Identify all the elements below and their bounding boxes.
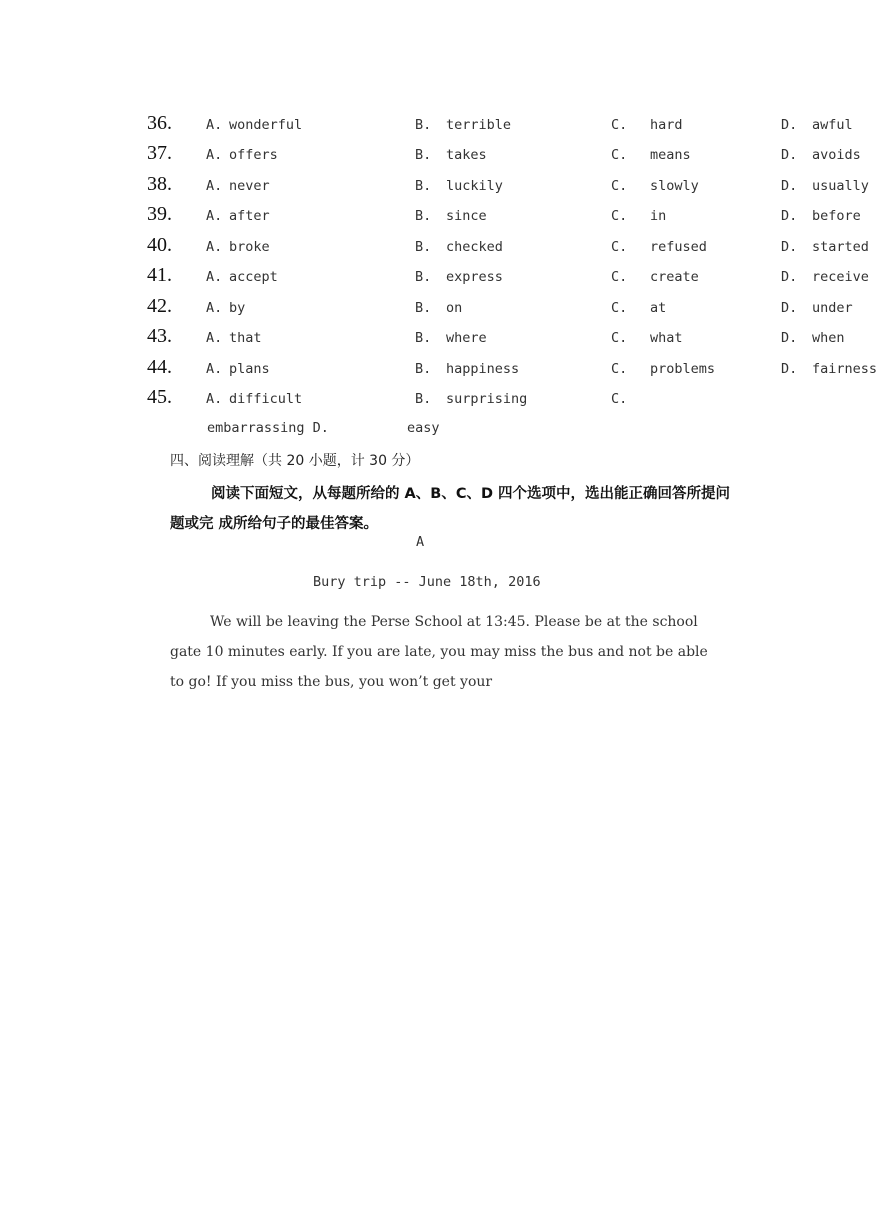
- instruction-line-1: 阅读下面短文，从每题所给的 A、B、C、D 四个选项中，选出能正确回答所提问: [211, 486, 731, 502]
- option-b-text: terrible: [446, 117, 512, 133]
- question-number: 37.: [147, 142, 172, 164]
- option-d-text: fairness: [812, 361, 877, 377]
- option-c-text: slowly: [650, 178, 699, 194]
- option-c-label: C.: [611, 208, 628, 224]
- option-d-label: D.: [781, 147, 798, 163]
- option-c-label: C.: [611, 147, 628, 163]
- option-b-label: B.: [415, 208, 432, 224]
- option-d-label: D.: [781, 361, 798, 377]
- option-a-label: A.: [206, 391, 223, 407]
- option-b-text: express: [446, 269, 503, 285]
- option-b-label: B.: [415, 117, 432, 133]
- option-a-label: A.: [206, 361, 223, 377]
- option-d-label: D.: [781, 178, 798, 194]
- option-d-label: D.: [781, 269, 798, 285]
- option-a-text: difficult: [229, 391, 303, 407]
- question-number: 40.: [147, 234, 172, 256]
- option-b-text: luckily: [446, 178, 503, 194]
- question-row: [0, 264, 869, 289]
- option-d-text: under: [812, 300, 853, 316]
- q45-wrap-left: embarrassing D.: [207, 420, 329, 436]
- option-b-text: checked: [446, 239, 503, 255]
- option-d-label: D.: [781, 117, 798, 133]
- option-b-text: since: [446, 208, 487, 224]
- option-a-label: A.: [206, 178, 223, 194]
- option-b-text: takes: [446, 147, 487, 163]
- option-a-label: A.: [206, 300, 223, 316]
- option-b-text: on: [446, 300, 463, 316]
- option-d-text: usually: [812, 178, 869, 194]
- option-d-text: before: [812, 208, 861, 224]
- question-number: 42.: [147, 295, 172, 317]
- option-a-label: A.: [206, 330, 223, 346]
- question-number: 43.: [147, 325, 172, 347]
- question-number: 44.: [147, 356, 172, 378]
- option-c-text: in: [650, 208, 667, 224]
- option-a-text: by: [229, 300, 246, 316]
- option-b-text: happiness: [446, 361, 520, 377]
- option-d-text: started: [812, 239, 869, 255]
- option-d-label: D.: [781, 208, 798, 224]
- option-b-label: B.: [415, 361, 432, 377]
- option-c-text: problems: [650, 361, 716, 377]
- option-b-label: B.: [415, 147, 432, 163]
- instruction-line-2: 题或完 成所给句子的最佳答案。: [170, 516, 379, 532]
- option-b-label: B.: [415, 330, 432, 346]
- question-number: 38.: [147, 173, 172, 195]
- passage-line: gate 10 minutes early. If you are late, you may miss the bus and not be able: [170, 644, 708, 660]
- option-a-text: after: [229, 208, 270, 224]
- option-c-label: C.: [611, 361, 628, 377]
- option-c-label: C.: [611, 239, 628, 255]
- option-d-text: awful: [812, 117, 853, 133]
- question-row: [0, 113, 865, 137]
- option-c-text: at: [650, 300, 667, 316]
- option-c-label: C.: [611, 391, 628, 407]
- question-row: [0, 204, 865, 228]
- option-a-label: A.: [206, 117, 223, 133]
- question-row: [0, 356, 877, 381]
- option-d-label: D.: [781, 300, 798, 316]
- option-a-text: offers: [229, 147, 278, 163]
- option-a-text: accept: [229, 269, 278, 285]
- q45-wrap-right: easy: [407, 420, 440, 436]
- question-number: 36.: [147, 112, 172, 134]
- question-number: 39.: [147, 203, 172, 225]
- option-b-label: B.: [415, 391, 432, 407]
- passage-title: Bury trip -- June 18th, 2016: [313, 574, 541, 590]
- option-b-label: B.: [415, 300, 432, 316]
- option-c-text: what: [650, 330, 683, 346]
- passage-label: A: [416, 534, 425, 550]
- option-c-text: means: [650, 147, 691, 163]
- question-row: [0, 326, 865, 350]
- question-row: [0, 173, 869, 198]
- question-row: [0, 234, 869, 259]
- option-a-text: never: [229, 178, 270, 194]
- option-d-text: receive: [812, 269, 869, 285]
- option-a-text: wonderful: [229, 117, 303, 133]
- option-c-text: hard: [650, 117, 683, 133]
- option-a-text: plans: [229, 361, 270, 377]
- option-a-label: A.: [206, 269, 223, 285]
- passage-line: We will be leaving the Perse School at 13:45. Please be at the school: [210, 614, 698, 630]
- question-row: [0, 296, 865, 320]
- option-c-label: C.: [611, 117, 628, 133]
- option-b-text: where: [446, 330, 487, 346]
- option-c-label: C.: [611, 178, 628, 194]
- question-row: [0, 143, 865, 167]
- option-b-label: B.: [415, 269, 432, 285]
- option-d-label: D.: [781, 239, 798, 255]
- option-c-label: C.: [611, 269, 628, 285]
- question-row: [0, 387, 865, 411]
- passage-line: to go! If you miss the bus, you won’t get your: [170, 674, 493, 690]
- option-a-label: A.: [206, 208, 223, 224]
- option-a-label: A.: [206, 147, 223, 163]
- question-number: 45.: [147, 386, 172, 408]
- option-d-label: D.: [781, 330, 798, 346]
- question-number: 41.: [147, 264, 172, 286]
- option-b-text: surprising: [446, 391, 528, 407]
- option-c-label: C.: [611, 330, 628, 346]
- option-a-label: A.: [206, 239, 223, 255]
- option-a-text: that: [229, 330, 262, 346]
- option-b-label: B.: [415, 178, 432, 194]
- option-c-text: create: [650, 269, 699, 285]
- option-d-text: avoids: [812, 147, 861, 163]
- option-b-label: B.: [415, 239, 432, 255]
- section-title: 四、阅读理解（共 20 小题，计 30 分）: [170, 453, 420, 469]
- option-a-text: broke: [229, 239, 270, 255]
- option-d-text: when: [812, 330, 845, 346]
- option-c-label: C.: [611, 300, 628, 316]
- option-c-text: refused: [650, 239, 707, 255]
